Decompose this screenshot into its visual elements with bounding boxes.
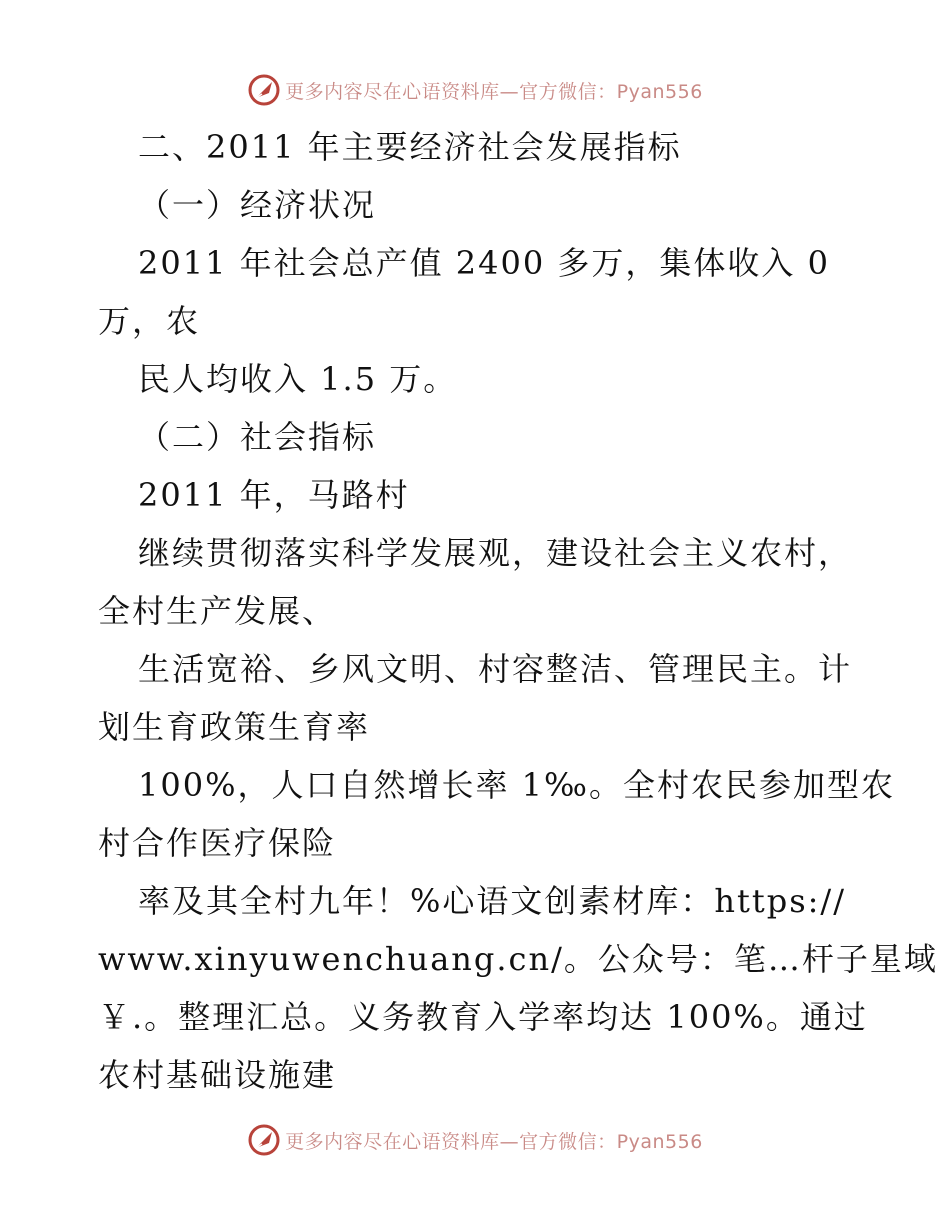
text-line: 二、2011 年主要经济社会发展指标 xyxy=(138,128,682,166)
banner-text: 更多内容尽在心语资料库—官方微信：Pyan556 xyxy=(285,1130,703,1153)
text-line: www.xinyuwenchuang.cn/。公众号：笔…杆子星域 xyxy=(98,940,938,978)
text-line: 农村基础设施建 xyxy=(98,1056,337,1094)
text-line: 民人均收入 1.5 万。 xyxy=(138,360,458,398)
quill-logo-icon xyxy=(247,1123,281,1157)
text-line: 率及其全村九年！%心语文创素材库：https:// xyxy=(138,882,846,920)
text-line: 万，农 xyxy=(98,302,201,340)
header-banner xyxy=(0,70,950,110)
footer-banner xyxy=(0,1120,950,1160)
text-line: 划生育政策生育率 xyxy=(98,708,371,746)
text-line: 村合作医疗保险 xyxy=(98,824,337,862)
banner-text: 更多内容尽在心语资料库—官方微信：Pyan556 xyxy=(285,80,703,103)
document-body xyxy=(98,118,938,1104)
quill-logo-icon xyxy=(247,73,281,107)
text-line: 2011 年社会总产值 2400 多万，集体收入 0 xyxy=(138,244,830,282)
text-line: 继续贯彻落实科学发展观，建设社会主义农村， xyxy=(138,534,853,572)
text-line: 全村生产发展、 xyxy=(98,592,337,630)
text-line: （二）社会指标 xyxy=(138,418,377,456)
text-line: （一）经济状况 xyxy=(138,186,377,224)
text-line: 100%，人口自然增长率 1‰。全村农民参加型农 xyxy=(138,766,895,804)
text-line: 生活宽裕、乡风文明、村容整洁、管理民主。计 xyxy=(138,650,853,688)
text-line: ￥.。整理汇总。义务教育入学率均达 100%。通过 xyxy=(98,998,868,1036)
text-line: 2011 年，马路村 xyxy=(138,476,410,514)
